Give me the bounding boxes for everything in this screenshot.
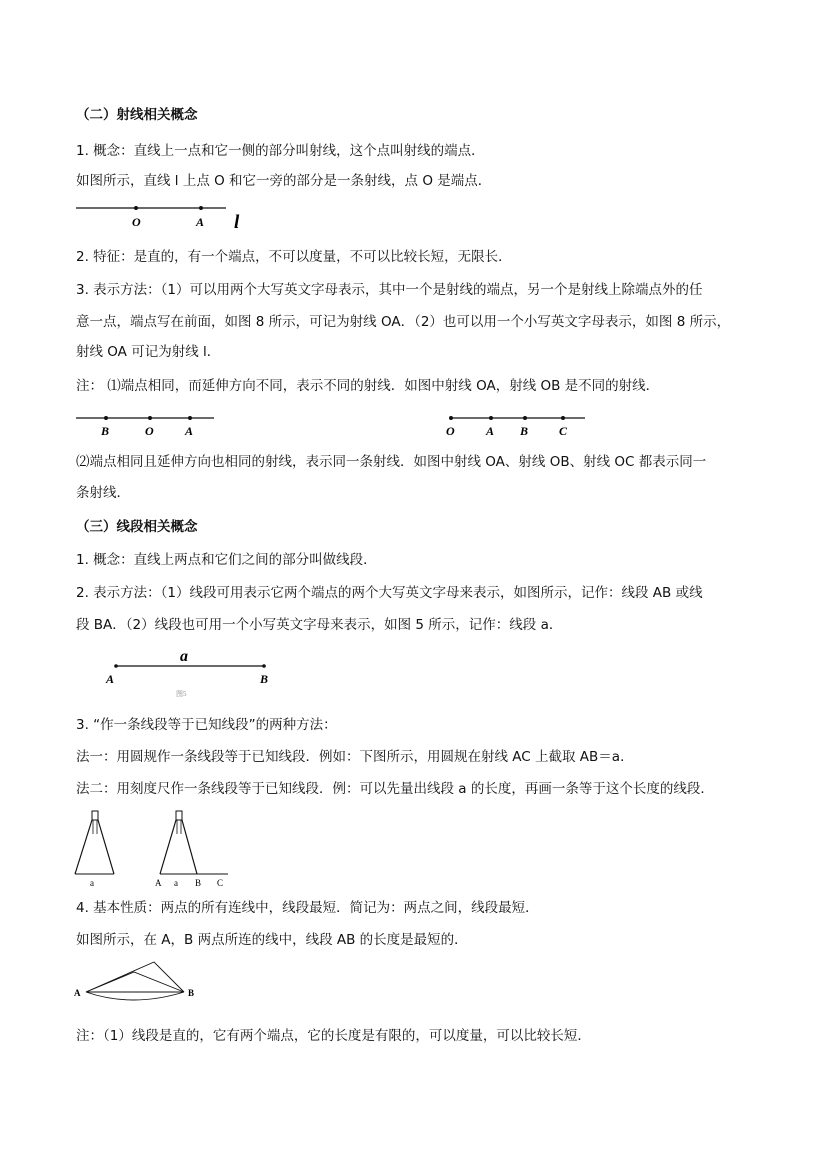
label-O: O (132, 215, 141, 229)
label-C: C (559, 424, 568, 438)
ray-concept-text: 1. 概念：直线上一点和它一侧的部分叫射线，这个点叫射线的端点． (76, 143, 485, 159)
section2-heading: （二）射线相关概念 (76, 107, 198, 123)
ray-figure-OA (76, 198, 256, 230)
shortest-path-text: 如图所示，在 A，B 两点所连的线中，线段 AB 的长度是最短的． (76, 932, 468, 948)
ray-features-text: 2. 特征：是直的，有一个端点，不可以度量，不可以比较长短，无限长． (76, 249, 512, 265)
basic-property-text: 4. 基本性质：两点的所有连线中，线段最短．简记为：两点之间，线段最短． (76, 900, 539, 916)
label-a: a (90, 878, 94, 888)
segment-figure-AB (100, 644, 280, 700)
label-A: A (74, 988, 81, 998)
label-A: A (155, 878, 162, 888)
label-l: l (234, 212, 240, 230)
construction-methods-text: 3. “作一条线段等于已知线段”的两种方法： (76, 717, 337, 733)
ray-example-text: 如图所示，直线 l 上点 O 和它一旁的部分是一条射线，点 O 是端点． (76, 173, 492, 189)
label-O: O (446, 424, 455, 438)
segment-note-text: 注：（1）线段是直的，它有两个端点，它的长度是有限的，可以度量，可以比较长短． (76, 1028, 591, 1044)
label-a: a (180, 648, 188, 665)
segment-notation-text-2: 段 BA．（2）线段也可用一个小写英文字母来表示，如图 5 所示，记作：线段 a． (76, 617, 563, 633)
compass-head (176, 811, 182, 820)
ray-note-1: 注： ⑴端点相同，而延伸方向不同，表示不同的射线．如图中射线 OA，射线 OB 是不同的射线． (76, 378, 660, 394)
point-O (134, 206, 138, 210)
section3-heading: （三）线段相关概念 (76, 519, 198, 535)
point-O (449, 416, 453, 420)
ray-figure-BOA (76, 410, 226, 438)
method-two-text: 法二：用刻度尺作一条线段等于已知线段．例：可以先量出线段 a 的长度，再画一条等于这个长度的线段． (76, 781, 714, 797)
label-B: B (195, 878, 202, 888)
label-A: A (185, 424, 194, 438)
point-C (561, 416, 565, 420)
point-B (523, 416, 527, 420)
point-O (148, 416, 152, 420)
label-a: a (174, 878, 178, 888)
point-B (262, 664, 266, 668)
compass-leg-left (75, 820, 92, 874)
point-A (489, 416, 493, 420)
label-A: A (196, 215, 205, 229)
point-A (114, 664, 118, 668)
label-B: B (188, 988, 195, 998)
compass-leg-right (98, 820, 114, 874)
ray-figure-OABC (445, 410, 595, 438)
label-C: C (217, 878, 224, 888)
label-B: B (520, 424, 529, 438)
ray-note-2a: ⑵端点相同且延伸方向也相同的射线，表示同一条射线．如图中射线 OA、射线 OB、射线 OC 都表示同一 (76, 454, 707, 470)
label-A: A (106, 672, 115, 686)
shortest-path-figure (72, 958, 204, 1004)
compass-figure-ABC (150, 808, 240, 890)
label-B: B (101, 424, 110, 438)
ray-notation-text-3: 射线 OA 可记为射线 l． (76, 344, 221, 360)
point-A (188, 416, 192, 420)
segment-notation-text-1: 2. 表示方法：（1）线段可用表示它两个端点的两个大写英文字母来表示，如图所示，记作：线段 AB 或线 (76, 585, 703, 601)
compass-leg-left (160, 820, 176, 874)
label-O: O (145, 424, 154, 438)
label-A: A (486, 424, 495, 438)
figure-caption: 图5 (176, 690, 187, 698)
compass-leg-right (182, 820, 197, 874)
ray-notation-text-2: 意一点，端点写在前面，如图 8 所示，可记为射线 OA．（2）也可以用一个小写英文字母表示，如图 8 所示， (76, 314, 731, 330)
compass-figure-a (70, 808, 126, 890)
path-curve (86, 992, 184, 1000)
ray-notation-text-1: 3. 表示方法：（1）可以用两个大写英文字母表示，其中一个是射线的端点，另一个是射线上除端点外的任 (76, 282, 703, 298)
path-upper (86, 962, 184, 992)
method-one-text: 法一：用圆规作一条线段等于已知线段．例如：下图所示，用圆规在射线 AC 上截取 AB＝a． (76, 749, 634, 765)
point-B (104, 416, 108, 420)
path-middle (86, 972, 184, 992)
label-B: B (260, 672, 269, 686)
compass-head (92, 811, 98, 820)
segment-concept-text: 1. 概念：直线上两点和它们之间的部分叫做线段． (76, 552, 377, 568)
ray-note-2b: 条射线． (76, 485, 130, 501)
point-A (199, 206, 203, 210)
